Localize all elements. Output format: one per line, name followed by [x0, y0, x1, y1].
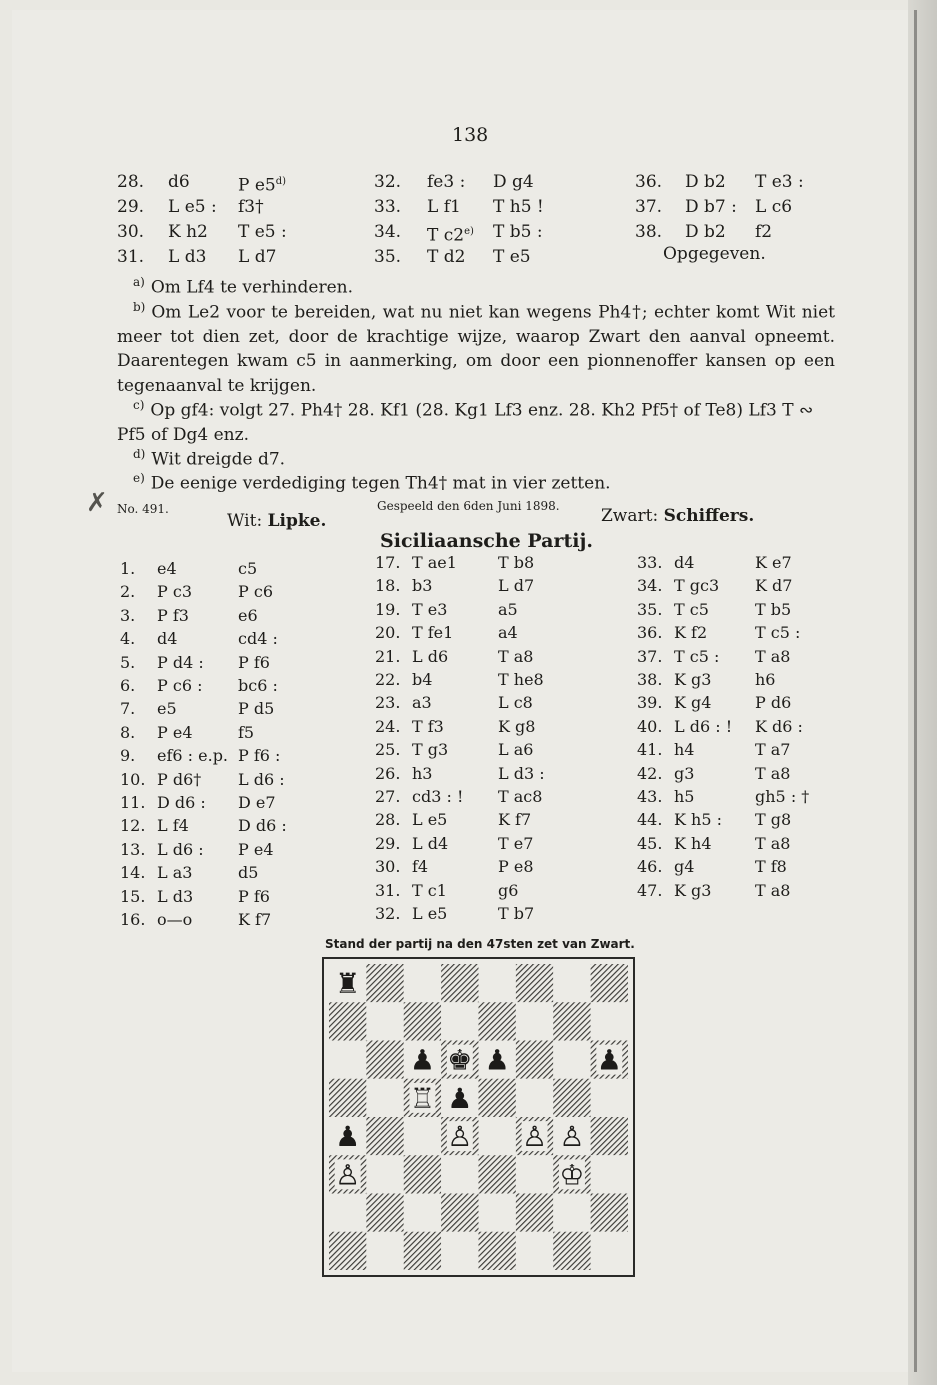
move-number: 31. [375, 880, 401, 900]
black-move: K f7 [238, 910, 272, 929]
dark-square [591, 964, 628, 1002]
white-move: o—o [157, 910, 193, 929]
page-number: 138 [452, 124, 489, 146]
move-number: 1. [120, 559, 136, 578]
black-move: L c6 [755, 197, 793, 217]
white-move: T c5 [674, 599, 709, 619]
light-square [553, 1041, 590, 1079]
footnote-mark: d) [133, 447, 146, 461]
white-player [227, 510, 326, 532]
move-number: 15. [120, 886, 146, 906]
footnote-mark: c) [133, 398, 145, 412]
black-move: T e5 : [238, 222, 287, 242]
game-date: Gespeeld den 6den Juni 1898. [377, 499, 560, 513]
light-square [591, 1155, 628, 1193]
black-move: T f8 [755, 857, 787, 877]
black-move: L d6 : [238, 769, 285, 789]
move-number: 32. [375, 904, 401, 923]
black-pawn-icon: ♟ [596, 1043, 622, 1077]
white-move: K h5 : [674, 810, 722, 830]
white-move: g3 [674, 763, 695, 783]
move-number: 19. [375, 599, 401, 619]
white-move: T d2 [427, 247, 466, 267]
black-move: P f6 : [238, 746, 281, 766]
move-number: 37. [637, 646, 663, 666]
white-pawn-icon: ♙ [335, 1158, 361, 1192]
move-number: 36. [635, 172, 663, 192]
light-square [404, 1194, 441, 1232]
black-label: Zwart: [601, 506, 659, 526]
black-move: L a6 [498, 740, 534, 760]
dark-square [329, 1232, 366, 1270]
white-move: L f4 [157, 816, 189, 836]
white-move: P d6† [157, 769, 202, 789]
move-number: 4. [120, 629, 136, 649]
black-move: P d5 [238, 699, 275, 719]
black-move: T a8 [755, 880, 791, 900]
white-move: P c6 : [157, 676, 203, 695]
black-move: gh5 : † [755, 787, 810, 806]
game-number: No. 491. [117, 502, 169, 516]
black-rook-icon: ♜ [335, 967, 361, 1001]
move-number: 21. [375, 646, 401, 666]
black-move: D g4 [493, 172, 534, 192]
move-number: 33. [637, 553, 663, 572]
white-move: L d3 [168, 247, 207, 267]
white-pawn-icon: ♙ [522, 1120, 548, 1154]
black-move: bc6 : [238, 676, 278, 695]
white-move: b3 [412, 576, 433, 596]
light-square [553, 964, 590, 1002]
black-move: P c6 [238, 582, 273, 602]
black-move: T a8 [755, 763, 791, 783]
diagram-caption: Stand der partij na den 47sten zet van Zwart. [325, 937, 635, 951]
black-move: d5 [238, 863, 259, 883]
move-number: 38. [635, 222, 663, 242]
white-king-icon: ♔ [559, 1158, 585, 1192]
footnote-ref: e) [464, 226, 474, 237]
white-move: e4 [157, 559, 177, 578]
black-move: L c8 [498, 693, 533, 713]
white-move: D b2 [685, 172, 726, 192]
move-number: 29. [375, 833, 401, 853]
white-move: T c1 [412, 880, 447, 900]
white-move: T gc3 [674, 576, 720, 596]
dark-square [516, 964, 553, 1002]
black-move: a5 [498, 599, 518, 619]
black-move: D d6 : [238, 816, 287, 836]
dark-square [366, 1041, 403, 1079]
black-move: f2 [755, 222, 773, 242]
black-move: T a8 [755, 833, 791, 853]
black-king-icon: ♚ [447, 1043, 473, 1077]
white-move: L e5 [412, 810, 448, 830]
page-edge [908, 0, 937, 1385]
white-move: h4 [674, 740, 695, 760]
dark-square [553, 1232, 590, 1270]
black-move: P d6 [755, 693, 792, 713]
light-square [479, 1117, 516, 1155]
black-move: K d6 : [755, 716, 803, 736]
move-number: 23. [375, 693, 401, 713]
move-number: 37. [635, 197, 663, 217]
white-move: D b2 [685, 222, 726, 242]
black-move: T b8 [498, 553, 535, 572]
dark-square [516, 1041, 553, 1079]
margin-cross-mark: ✗ [86, 488, 108, 518]
move-number: 3. [120, 605, 136, 625]
black-move: K f7 [498, 810, 532, 830]
white-move: L a3 [157, 863, 193, 883]
white-name: Lipke. [267, 511, 327, 531]
white-move: L d6 : ! [674, 716, 733, 736]
light-square [366, 1155, 403, 1193]
move-number: 45. [637, 833, 663, 853]
result-text: Opgegeven. [663, 244, 766, 264]
white-move: L d6 [412, 646, 449, 666]
white-move: L f1 [427, 197, 461, 217]
dark-square [479, 1002, 516, 1040]
move-number: 35. [374, 247, 402, 267]
move-number: 44. [637, 810, 663, 830]
move-number: 40. [637, 716, 663, 736]
black-pawn-icon: ♟ [447, 1081, 473, 1115]
black-move: T b7 [498, 904, 535, 923]
black-move: D e7 [238, 793, 276, 812]
black-move: P e5$^{d)}$ [238, 175, 287, 196]
white-move: h5 [674, 787, 695, 806]
move-number: 2. [120, 582, 136, 602]
move-number: 17. [375, 553, 401, 572]
white-move: a3 [412, 693, 432, 713]
footnote-text: Op gf4: volgt 27. Ph4† 28. Kf1 (28. Kg1 Lf3 enz. 28. Kh2 Pf5† of Te8) Lf3 T ∾ Pf5 of Dg4 enz. [117, 400, 814, 446]
light-square [479, 964, 516, 1002]
move-number: 28. [117, 172, 145, 192]
black-move: K e7 [755, 553, 792, 572]
white-move: ef6 : e.p. [157, 746, 229, 766]
move-number: 16. [120, 910, 146, 929]
black-move: h6 [755, 670, 776, 689]
dark-square [404, 1232, 441, 1270]
light-square [329, 1194, 366, 1232]
black-move: T he8 [498, 670, 544, 689]
light-square [516, 1079, 553, 1117]
move-number: 35. [637, 599, 663, 619]
black-move: T b5 [755, 599, 792, 619]
white-move: P f3 [157, 605, 189, 625]
black-move: K g8 [498, 716, 536, 736]
light-square [516, 1002, 553, 1040]
black-move: T g8 [755, 810, 792, 830]
white-pawn-icon: ♙ [559, 1120, 585, 1154]
white-move: f4 [412, 857, 429, 877]
dark-square [591, 1194, 628, 1232]
light-square [591, 1232, 628, 1270]
move-number: 30. [375, 857, 401, 877]
move-number: 18. [375, 576, 401, 596]
move-number: 36. [637, 623, 663, 643]
white-move: D b7 : [685, 197, 737, 217]
light-square [441, 1002, 478, 1040]
white-move: b4 [412, 670, 433, 689]
move-number: 32. [374, 172, 402, 192]
black-move: T e3 : [755, 172, 804, 192]
dark-square [366, 1117, 403, 1155]
black-move: L d7 [498, 576, 535, 596]
light-square [441, 1155, 478, 1193]
black-move: T ac8 [498, 787, 543, 806]
light-square [441, 1232, 478, 1270]
light-square [366, 1232, 403, 1270]
move-number: 20. [375, 623, 401, 643]
white-move: K g4 [674, 693, 712, 713]
black-name: Schiffers. [663, 506, 755, 526]
black-move: T a7 [755, 740, 791, 760]
white-label: Wit: [227, 511, 263, 531]
move-number: 13. [120, 839, 146, 859]
move-number: 34. [637, 576, 663, 596]
white-move: L e5 : [168, 197, 217, 217]
move-number: 26. [375, 763, 401, 783]
move-number: 10. [120, 769, 146, 789]
black-move: P e8 [498, 857, 534, 877]
opening-title: Siciliaansche Partij. [380, 530, 593, 552]
footnote-mark: b) [133, 300, 146, 314]
black-move: c5 [238, 559, 258, 578]
black-move: L d3 : [498, 763, 545, 783]
binding-rail [914, 10, 917, 1372]
move-number: 46. [637, 857, 663, 877]
move-number: 6. [120, 676, 136, 695]
white-move: T c2$^{e)}$ [427, 225, 474, 246]
dark-square [591, 1117, 628, 1155]
move-number: 28. [375, 810, 401, 830]
white-move: T f3 [412, 716, 444, 736]
white-move: P c3 [157, 582, 192, 602]
white-move: cd3 : ! [412, 787, 464, 806]
dark-square [516, 1194, 553, 1232]
black-move: K d7 [755, 576, 793, 596]
black-pawn-icon: ♟ [335, 1120, 361, 1154]
black-move: T a8 [498, 646, 534, 666]
black-move: T e5 [493, 247, 531, 267]
white-move: d6 [168, 172, 190, 192]
white-move: K g3 [674, 880, 712, 900]
light-square [553, 1194, 590, 1232]
black-move: T a8 [755, 646, 791, 666]
footnote-text: Om Le2 voor te bereiden, wat nu niet kan wegens Ph4†; echter komt Wit niet meer tot dien zet, door de krachtige wijze, waarop Zwart den aanval opneemt. Daarentegen kwam c5 in aanmerking, om door een pionnenoffer kansen op een tegenaanval te krijgen. [117, 302, 835, 396]
white-move: e5 [157, 699, 177, 719]
white-move: d4 [674, 553, 695, 572]
move-number: 5. [120, 652, 136, 672]
footnote-text: De eenige verdediging tegen Th4† mat in vier zetten. [150, 473, 611, 494]
move-number: 25. [375, 740, 401, 760]
light-square [591, 1002, 628, 1040]
white-move: h3 [412, 763, 433, 783]
dark-square [366, 964, 403, 1002]
white-move: T ae1 [412, 553, 457, 572]
light-square [366, 1002, 403, 1040]
light-square [591, 1079, 628, 1117]
black-move: T e7 [498, 833, 534, 853]
dark-square [366, 1194, 403, 1232]
dark-square [479, 1155, 516, 1193]
light-square [404, 964, 441, 1002]
black-pawn-icon: ♟ [409, 1043, 435, 1077]
white-move: T fe1 [412, 623, 454, 643]
move-number: 41. [637, 740, 663, 760]
white-move: L d4 [412, 833, 449, 853]
light-square [329, 1041, 366, 1079]
white-move: fe3 : [427, 172, 466, 192]
move-number: 31. [117, 247, 145, 267]
dark-square [404, 1002, 441, 1040]
white-move: g4 [674, 857, 695, 877]
white-move: K h2 [168, 222, 208, 242]
move-number: 9. [120, 746, 136, 766]
light-square [516, 1232, 553, 1270]
move-number: 34. [374, 222, 402, 242]
dark-square [404, 1155, 441, 1193]
black-move: cd4 : [238, 629, 278, 649]
dark-square [329, 1002, 366, 1040]
move-number: 27. [375, 787, 401, 806]
move-number: 22. [375, 670, 401, 689]
white-move: P d4 : [157, 652, 204, 672]
white-move: P e4 [157, 722, 193, 742]
move-number: 30. [117, 222, 145, 242]
white-move: K h4 [674, 833, 712, 853]
black-move: e6 [238, 605, 258, 625]
move-number: 39. [637, 693, 663, 713]
footnote [117, 466, 835, 496]
dark-square [441, 964, 478, 1002]
black-player [601, 505, 754, 527]
move-number: 24. [375, 716, 401, 736]
black-move: f5 [238, 722, 255, 742]
dark-square [441, 1194, 478, 1232]
footnote-mark: a) [133, 275, 145, 289]
move-number: 33. [374, 197, 402, 217]
chess-diagram [322, 957, 635, 1277]
white-move: L d6 : [157, 839, 204, 859]
black-move: P f6 [238, 652, 270, 672]
black-move: T c5 : [755, 623, 801, 643]
white-move: T e3 [412, 599, 448, 619]
move-number: 42. [637, 763, 663, 783]
black-move: T h5 ! [493, 197, 544, 217]
footnote-ref: d) [275, 176, 287, 187]
white-move: L d3 [157, 886, 194, 906]
black-move: f3† [238, 197, 264, 217]
move-number: 47. [637, 880, 663, 900]
black-move: L d7 [238, 247, 277, 267]
dark-square [479, 1232, 516, 1270]
footnote-text: Wit dreigde d7. [151, 449, 286, 470]
white-move: K g3 [674, 670, 712, 689]
footnote-text: Om Lf4 te verhinderen. [150, 277, 354, 298]
move-number: 14. [120, 863, 146, 883]
white-pawn-icon: ♙ [447, 1120, 473, 1154]
black-move: P f6 [238, 886, 270, 906]
footnote-mark: e) [133, 471, 145, 485]
white-move: T c5 : [674, 646, 720, 666]
move-number: 43. [637, 787, 663, 806]
footnote [117, 295, 835, 398]
chess-board [329, 964, 628, 1270]
black-pawn-icon: ♟ [484, 1043, 510, 1077]
footnote [117, 393, 835, 447]
light-square [479, 1194, 516, 1232]
white-move: K f2 [674, 623, 708, 643]
move-number: 7. [120, 699, 136, 719]
light-square [366, 1079, 403, 1117]
move-number: 38. [637, 670, 663, 689]
black-move: g6 [498, 880, 519, 900]
move-number: 12. [120, 816, 146, 836]
dark-square [479, 1079, 516, 1117]
black-move: T b5 : [493, 222, 543, 242]
black-move: a4 [498, 623, 518, 643]
dark-square [329, 1079, 366, 1117]
white-rook-icon: ♖ [409, 1081, 435, 1115]
dark-square [553, 1079, 590, 1117]
white-move: d4 [157, 629, 178, 649]
move-number: 8. [120, 722, 136, 742]
light-square [516, 1155, 553, 1193]
white-move: L e5 [412, 904, 448, 923]
light-square [404, 1117, 441, 1155]
white-move: D d6 : [157, 793, 206, 812]
black-move: P e4 [238, 839, 274, 859]
white-move: T g3 [412, 740, 449, 760]
dark-square [553, 1002, 590, 1040]
move-number: 29. [117, 197, 145, 217]
move-number: 11. [120, 793, 146, 812]
